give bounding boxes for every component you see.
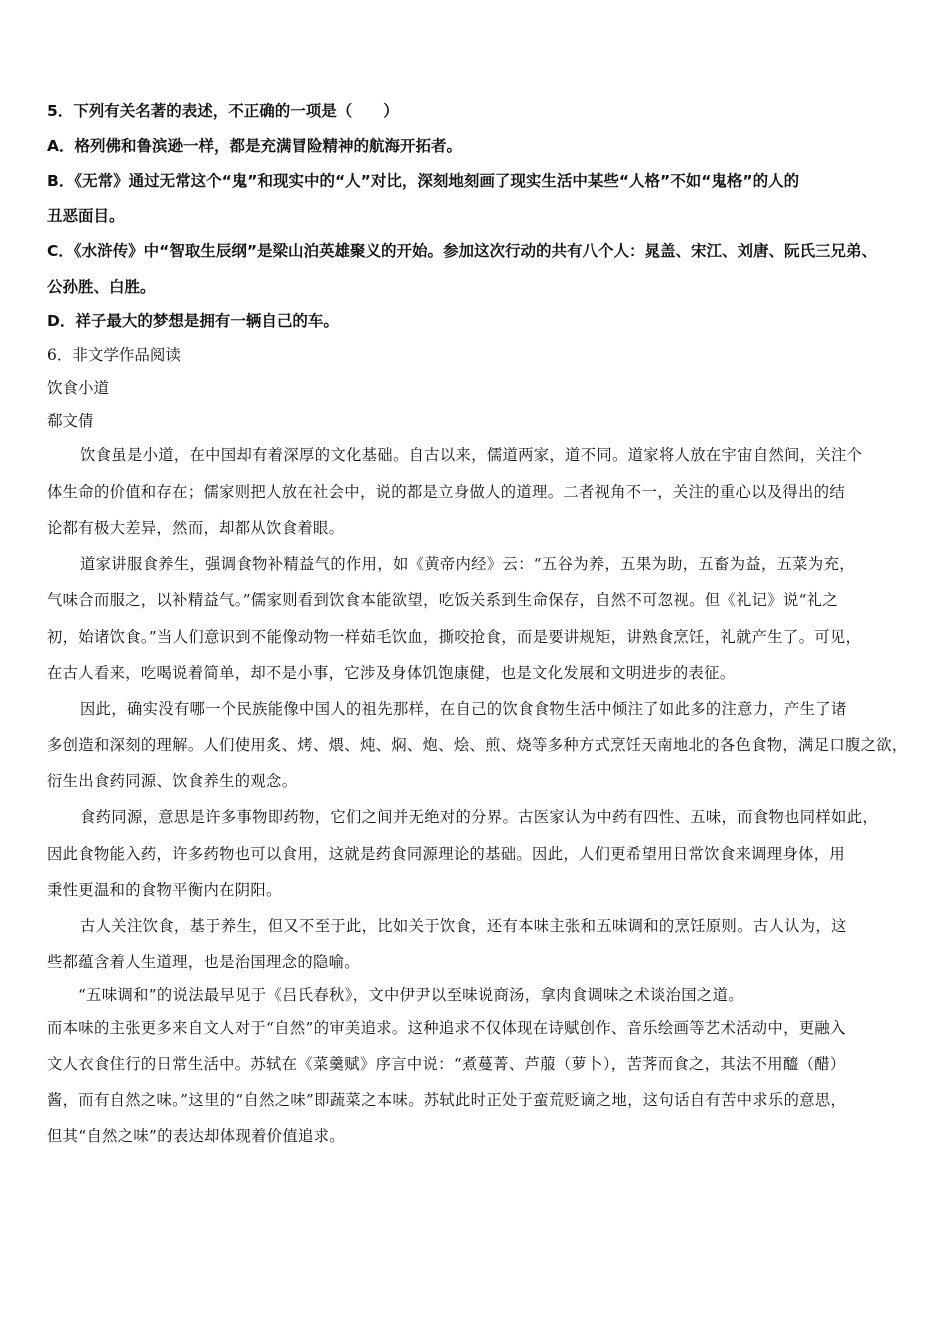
article-line: 饮食虽是小道，在中国却有着深厚的文化基础。自古以来，儒道两家，道不同。道家将人放在宇宙自然间，关注个: [80, 446, 863, 464]
article-line: 多创造和深刻的理解。人们使用炙、烤、煨、炖、焖、炮、烩、煎、烧等多种方式烹饪天南地北的各色食物，满足口腹之欲，: [47, 736, 908, 754]
question-5-option-d: D．祥子最大的梦想是拥有一辆自己的车。: [47, 312, 339, 330]
article-line: 古人关注饮食，基于养生，但又不至于此，比如关于饮食，还有本味主张和五味调和的烹饪原则。古人认为，这: [80, 917, 847, 935]
article-line: 文人衣食住行的日常生活中。苏轼在《菜羹赋》序言中说：“煮蔓菁、芦菔（萝卜），苦荠而食之，其法不用醯（醋）: [47, 1055, 846, 1073]
question-5-option-c-line-2: 公孙胜、白胜。: [47, 278, 156, 296]
question-6-heading: 6．非文学作品阅读: [47, 346, 181, 364]
article-line: 但其“自然之味”的表达却体现着价值追求。: [47, 1127, 345, 1145]
article-line: 些都蕴含着人生道理，也是治国理念的隐喻。: [47, 953, 360, 971]
article-line: 而本味的主张更多来自文人对于“自然”的审美追求。这种追求不仅体现在诗赋创作、音乐绘画等艺术活动中，更融入: [47, 1019, 846, 1037]
article-line: 初，始诸饮食。”当人们意识到不能像动物一样茹毛饮血，撕咬抢食，而是要讲规矩，讲熟食烹饪，礼就产生了。可见，: [47, 628, 862, 646]
article-line: 体生命的价值和存在；儒家则把人放在社会中，说的都是立身做人的道理。二者视角不一，关注的重心以及得出的结: [47, 483, 845, 501]
article-line: 衍生出食药同源、饮食养生的观念。: [47, 772, 298, 790]
question-5-option-c-line-1: C．《水浒传》中“智取生辰纲”是梁山泊英雄聚义的开始。参加这次行动的共有八个人：晁盖、宋江、刘唐、阮氏三兄弟、: [47, 242, 878, 260]
article-line: 气味合而服之，以补精益气。”儒家则看到饮食本能欲望，吃饭关系到生命保存，自然不可忽视。但《礼记》说“礼之: [47, 591, 839, 609]
article-line: 食药同源，意思是许多事物即药物，它们之间并无绝对的分界。古医家认为中药有四性、五味，而食物也同样如此，: [80, 808, 878, 826]
article-author: 郗文倩: [47, 412, 94, 430]
article-line: 秉性更温和的食物平衡内在阴阳。: [47, 881, 282, 899]
article-line: 因此食物能入药，许多药物也可以食用，这就是药食同源理论的基础。因此，人们更希望用日常饮食来调理身体，用: [47, 845, 845, 863]
article-line: 道家讲服食养生，强调食物补精益气的作用，如《黄帝内经》云：“五谷为养，五果为助，五畜为益，五菜为充，: [80, 555, 855, 573]
article-line: 论都有极大差异，然而，却都从饮食着眼。: [47, 519, 345, 537]
question-5-option-b-line-2: 丑恶面目。: [47, 207, 125, 225]
article-title: 饮食小道: [47, 379, 110, 397]
question-5-option-b-line-1: B．《无常》通过无常这个“鬼”和现实中的“人”对比，深刻地刻画了现实生活中某些“人格”不如“鬼格”的人的: [47, 172, 800, 190]
article-line: 酱，而有自然之味。”这里的“自然之味”即蔬菜之本味。苏轼此时正处于蛮荒贬谪之地，这句话自有苦中求乐的意思，: [47, 1091, 847, 1109]
article-line: 在古人看来，吃喝说着简单，却不是小事，它涉及身体饥饱康健，也是文化发展和文明进步的表征。: [47, 664, 736, 682]
article-line: 因此，确实没有哪一个民族能像中国人的祖先那样，在自己的饮食食物生活中倾注了如此多的注意力，产生了诸: [80, 700, 847, 718]
question-5-option-a: A．格列佛和鲁滨逊一样，都是充满冒险精神的航海开拓者。: [47, 137, 462, 155]
article-line: “五味调和”的说法最早见于《吕氏春秋》，文中伊尹以至味说商汤，拿肉食调味之术谈治国之道。: [78, 986, 744, 1004]
question-5-stem: 5．下列有关名著的表述，不正确的一项是（ ）: [47, 102, 399, 120]
